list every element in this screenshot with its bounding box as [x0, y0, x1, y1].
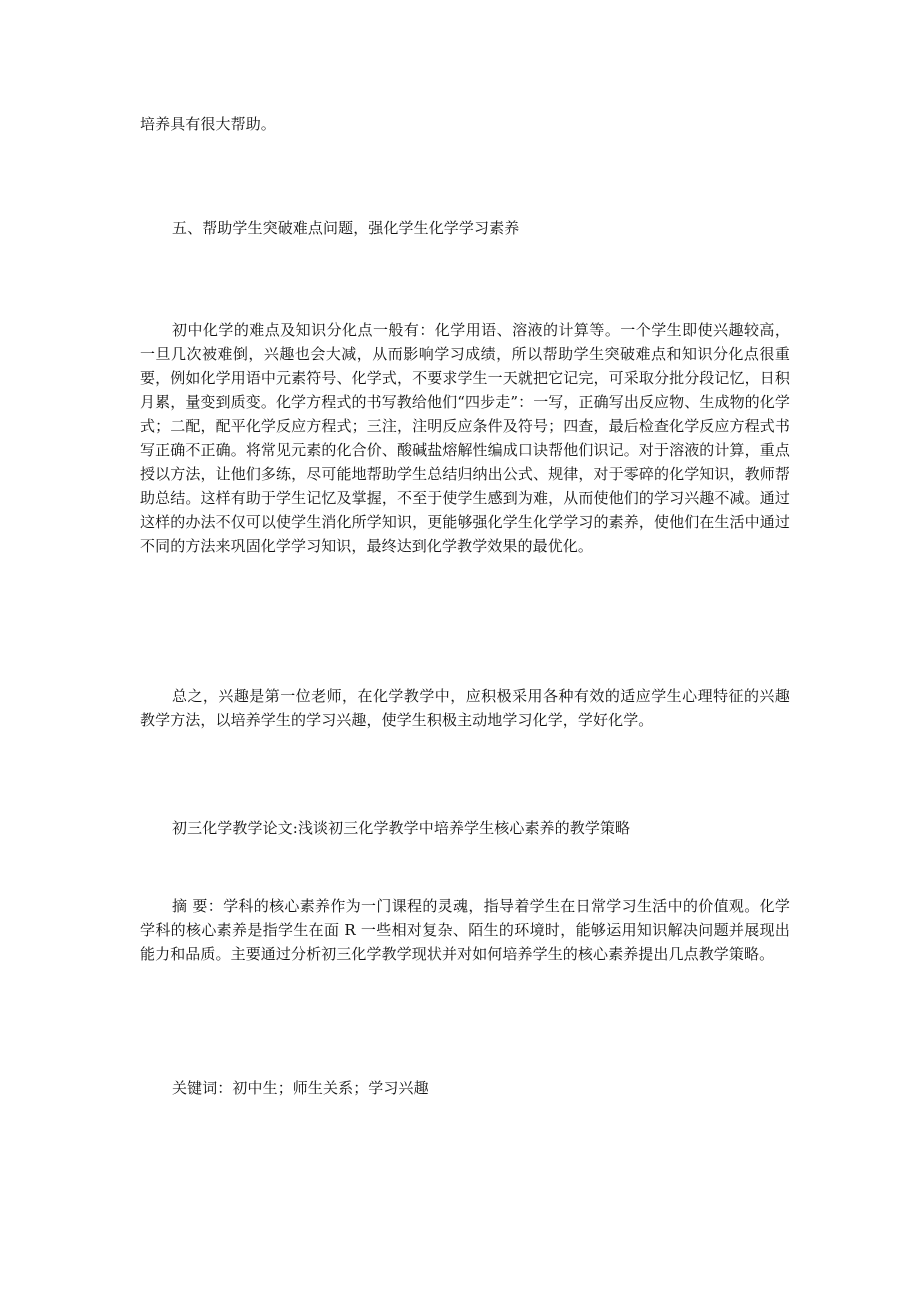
paragraph-conclusion: 总之，兴趣是第一位老师，在化学教学中，应积极采用各种有效的适应学生心理特征的兴趣教学方法，以培养学生的学习兴趣，使学生积极主动地学习化学，学好化学。 [140, 687, 790, 729]
keywords-line: 关键词：初中生；师生关系；学习兴趣 [172, 1079, 429, 1097]
abstract-paragraph: 摘 要：学科的核心素养作为一门课程的灵魂，指导着学生在日常学习生活中的价值观。化学学科的核心素养是指学生在面 R 一些相对复杂、陌生的环境时，能够运用知识解决问题并展现出能力和品质。主要通过分析初三化学教学现状并对如何培养学生的核心素养提出几点教学策略。 [140, 897, 790, 963]
paragraph-difficulties: 初中化学的难点及知识分化点一般有：化学用语、溶液的计算等。一个学生即使兴趣较高，一旦几次被难倒，兴趣也会大减，从而影响学习成绩，所以帮助学生突破难点和知识分化点很重要，例如化学用语中元素符号、化学式，不要求学生一天就把它记完，可采取分批分段记忆，日积月累，量变到质变。化学方程式的书写教给他们“四步走”：一写，正确写出反应物、生成物的化学式；二配，配平化学反应方程式；三注，注明反应条件及符号；四查，最后检查化学反应方程式书写正确不正确。将常见元素的化合价、酸碱盐熔解性编成口诀帮他们识记。对于溶液的计算，重点授以方法，让他们多练，尽可能地帮助学生总结归纳出公式、规律，对于零碎的化学知识，教师帮助总结。这样有助于学生记忆及掌握，不至于使学生感到为难，从而使他们的学习兴趣不减。通过这样的办法不仅可以使学生消化所学知识，更能够强化学生化学学习的素养，使他们在生活中通过不同的方法来巩固化学学习知识，最终达到化学教学效果的最优化。 [140, 321, 790, 555]
section-heading: 五、帮助学生突破难点问题，强化学生化学学习素养 [172, 219, 520, 237]
paper-title: 初三化学教学论文:浅谈初三化学教学中培养学生核心素养的教学策略 [172, 819, 631, 837]
continuation-text: 培养具有很大帮助。 [140, 115, 276, 133]
